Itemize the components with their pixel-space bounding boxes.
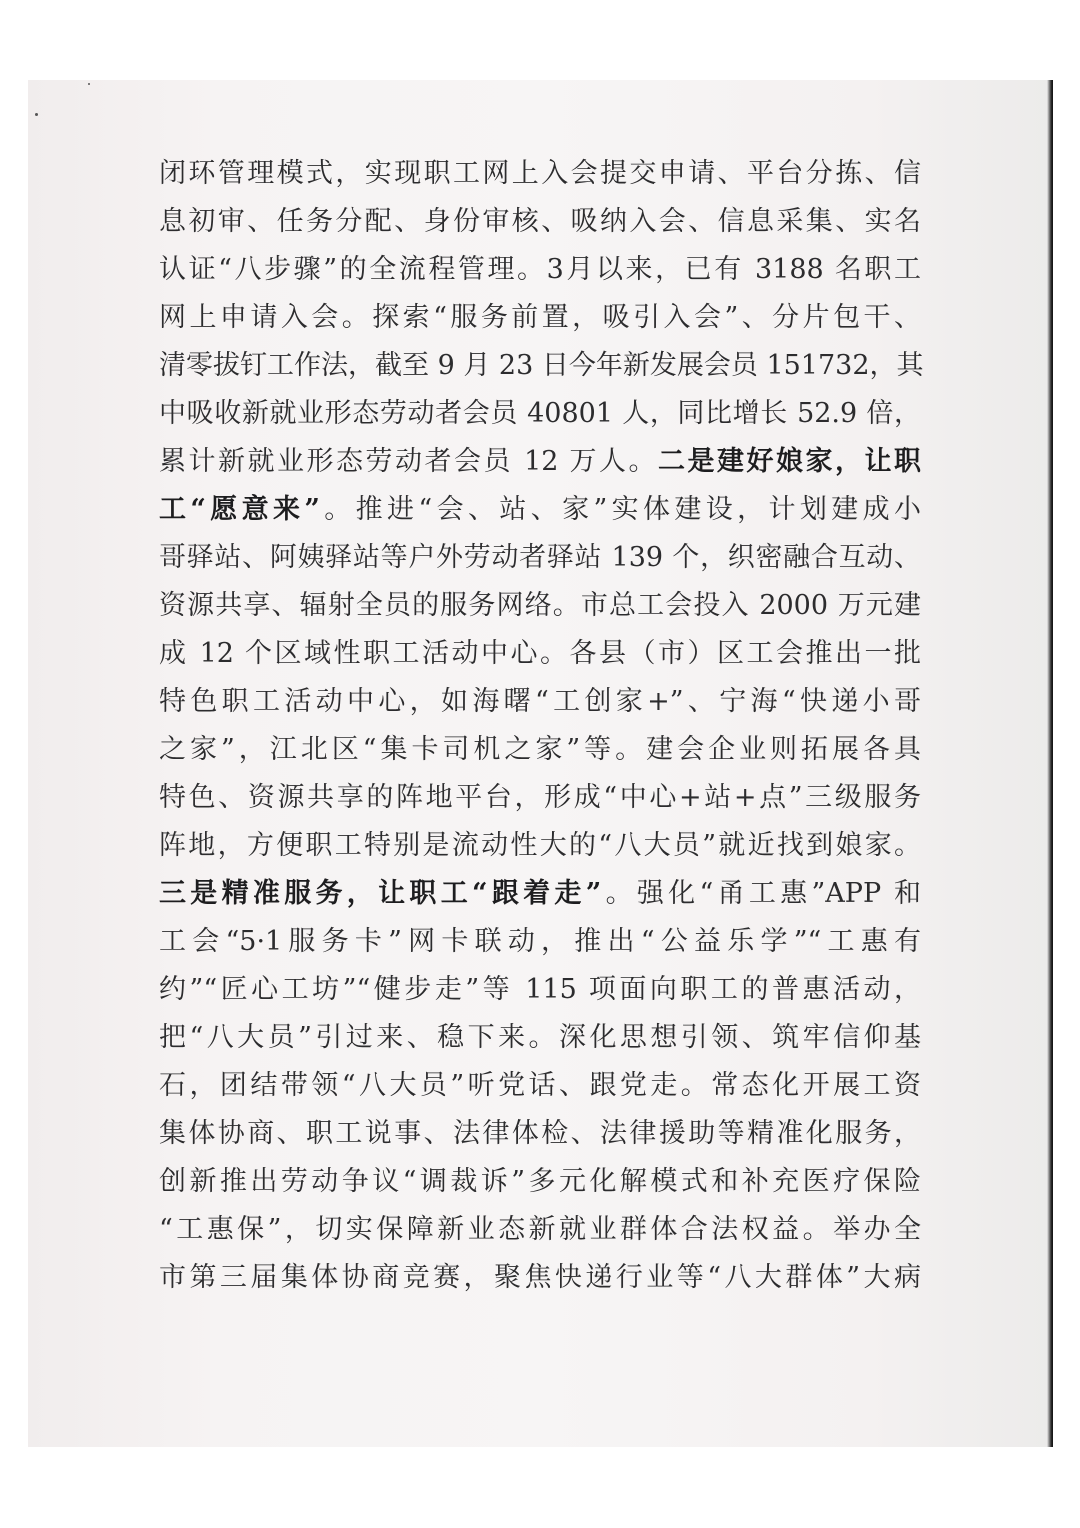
text-run: 资源共享、辐射全员的服务网络。市总工会投入 2000 万元建 (159, 590, 921, 621)
text-line (159, 150, 921, 198)
scanned-page (28, 80, 1053, 1447)
text-line (159, 870, 921, 918)
text-run: 闭环管理模式，实现职工网上入会提交申请、平台分拣、信 (159, 158, 921, 189)
text-line (159, 294, 921, 342)
bold-text-run: 三是精准服务，让职工“跟着走” (159, 878, 602, 909)
text-run: 创新推出劳动争议“调裁诉”多元化解模式和补充医疗保险 (159, 1166, 921, 1197)
text-run: 息初审、任务分配、身份审核、吸纳入会、信息采集、实名 (159, 206, 921, 237)
text-line (159, 198, 921, 246)
text-run: 。推进“会、站、家”实体建设，计划建成小 (319, 494, 922, 525)
text-run: 累计新就业形态劳动者会员 12 万人。 (159, 446, 658, 477)
page-edge-shadow (1047, 80, 1053, 1447)
text-line (159, 438, 921, 486)
text-line (159, 582, 921, 630)
text-line (159, 1062, 921, 1110)
text-run: 。强化“甬工惠”APP 和 (601, 878, 921, 909)
text-run: 之家”，江北区“集卡司机之家”等。建会企业则拓展各具 (159, 734, 921, 765)
bold-text-run: 二是建好娘家，让职 (658, 446, 921, 477)
scan-speck (35, 113, 38, 116)
text-run: 认证“八步骤”的全流程管理。3月以来，已有 3188 名职工 (159, 254, 921, 285)
body-text (159, 150, 924, 1302)
text-line (159, 1110, 921, 1158)
text-line (159, 534, 921, 582)
text-run: 中吸收新就业形态劳动者会员 40801 人，同比增长 52.9 倍， (159, 398, 921, 429)
text-line (159, 774, 921, 822)
text-run: 工会“5·1服务卡”网卡联动，推出“公益乐学”“工惠有 (159, 926, 921, 957)
text-line (159, 822, 921, 870)
text-run: 特色职工活动中心，如海曙“工创家+”、宁海“快递小哥 (159, 686, 921, 717)
text-run: 清零拔钉工作法，截至 9 月 23 日今年新发展会员 151732，其 (159, 350, 924, 381)
text-run: 哥驿站、阿姨驿站等户外劳动者驿站 139 个，织密融合互动、 (159, 542, 921, 573)
text-run: 阵地，方便职工特别是流动性大的“八大员”就近找到娘家。 (159, 830, 921, 861)
scan-speck (88, 83, 90, 85)
text-run: 市第三届集体协商竞赛，聚焦快递行业等“八大群体”大病 (159, 1262, 921, 1293)
text-line (159, 1014, 921, 1062)
text-line (159, 390, 921, 438)
text-line (159, 966, 921, 1014)
text-line (159, 342, 924, 390)
text-run: 特色、资源共享的阵地平台，形成“中心+站+点”三级服务 (159, 782, 921, 813)
text-line (159, 678, 921, 726)
text-line (159, 630, 921, 678)
text-line (159, 246, 921, 294)
text-line (159, 918, 921, 966)
text-run: 石，团结带领“八大员”听党话、跟党走。常态化开展工资 (159, 1070, 921, 1101)
text-line (159, 726, 921, 774)
bold-text-run: 工“愿意来” (159, 494, 320, 525)
text-line (159, 486, 921, 534)
text-run: “工惠保”，切实保障新业态新就业群体合法权益。举办全 (159, 1214, 921, 1245)
text-line (159, 1206, 921, 1254)
text-line (159, 1158, 921, 1206)
text-run: 集体协商、职工说事、法律体检、法律援助等精准化服务， (159, 1118, 921, 1149)
text-run: 成 12 个区域性职工活动中心。各县（市）区工会推出一批 (159, 638, 921, 669)
text-run: 网上申请入会。探索“服务前置，吸引入会”、分片包干、 (159, 302, 921, 333)
text-line (159, 1254, 921, 1302)
text-run: 把“八大员”引过来、稳下来。深化思想引领、筑牢信仰基 (159, 1022, 921, 1053)
text-run: 约”“匠心工坊”“健步走”等 115 项面向职工的普惠活动， (159, 974, 921, 1005)
